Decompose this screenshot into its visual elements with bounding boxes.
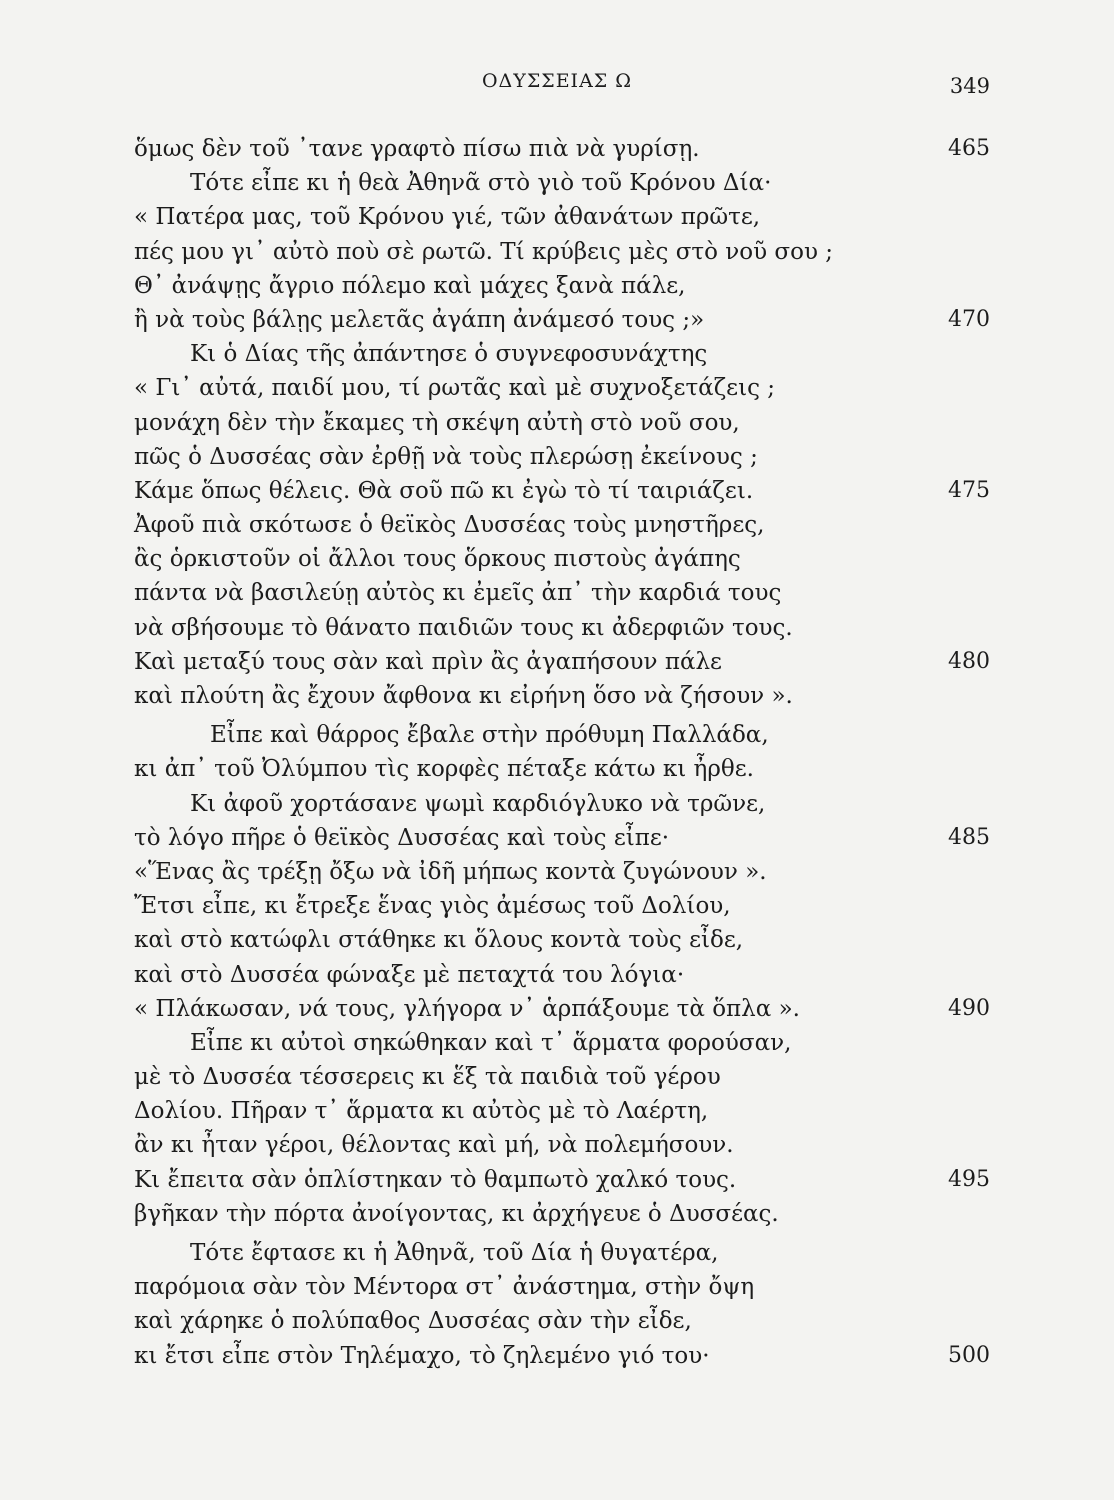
verse-text: ἢ νὰ τοὺς βάλῃς μελετᾶς ἀγάπη ἀνάμεσό τους ;»: [134, 306, 705, 333]
verse-line: [134, 1270, 990, 1304]
line-number: 495: [948, 1166, 990, 1192]
line-number: 465: [948, 136, 990, 161]
verse-line: [134, 787, 990, 821]
verse-line: [134, 958, 990, 992]
verse-line: [134, 821, 990, 855]
verse-line: [134, 1026, 990, 1060]
verse-text: Κι ὁ Δίας τῆς ἀπάντησε ὁ συγνεφοσυνάχτης: [190, 341, 708, 368]
verse-text: Εἶπε καὶ θάρρος ἔβαλε στὴν πρόθυμη Παλλάδα,: [210, 722, 769, 749]
verse-text: μὲ τὸ Δυσσέα τέσσερεις κι ἕξ τὰ παιδιὰ τοῦ γέρου: [134, 1064, 721, 1091]
verse-text: « Πατέρα μας, τοῦ Κρόνου γιέ, τῶν ἀθανάτων πρῶτε,: [134, 204, 761, 231]
line-number: 480: [948, 648, 990, 674]
verse-text: ἂς ὁρκιστοῦν οἱ ἄλλοι τους ὅρκους πιστοὺς ἀγάπης: [134, 546, 741, 573]
verse-line: [134, 889, 990, 923]
line-number: 485: [948, 824, 990, 850]
verse-text: « Πλάκωσαν, νά τους, γλήγορα ν᾿ ἁρπάξουμε τὰ ὅπλα ».: [134, 995, 800, 1022]
verse-text: « Γι᾿ αὐτά, παιδί μου, τί ρωτᾶς καὶ μὲ συχνοξετάζεις ;: [134, 375, 776, 402]
verse-line: [134, 166, 990, 200]
verse-line: [134, 611, 990, 645]
verse-line: [134, 269, 990, 303]
verse-line: [134, 923, 990, 957]
verse-text: βγῆκαν τὴν πόρτα ἀνοίγοντας, κι ἀρχήγευε ὁ Δυσσέας.: [134, 1200, 779, 1227]
verse-text: «Ἕνας ἂς τρέξῃ ὄξω νὰ ἰδῆ μήπως κοντὰ ζυγώνουν ».: [134, 858, 767, 885]
verse-text: νὰ σβήσουμε τὸ θάνατο παιδιῶν τους κι ἀδερφιῶν τους.: [134, 614, 793, 641]
verse-line: [134, 992, 990, 1026]
verse-text: Θ᾿ ἀνάψῃς ἄγριο πόλεμο καὶ μάχες ξανὰ πάλε,: [134, 272, 686, 299]
verse-line: [134, 200, 990, 234]
verse-line: [134, 752, 990, 786]
verse-line: [134, 679, 990, 713]
verse-block: [134, 132, 990, 1373]
verse-text: μονάχη δὲν τὴν ἔκαμες τὴ σκέψη αὐτὴ στὸ νοῦ σου,: [134, 409, 740, 436]
verse-text: Ἀφοῦ πιὰ σκότωσε ὁ θεϊκὸς Δυσσέας τοὺς μνηστῆρες,: [134, 512, 765, 539]
verse-line: [134, 645, 990, 679]
verse-text: Κι ἀφοῦ χορτάσανε ψωμὶ καρδιόγλυκο νὰ τρῶνε,: [190, 790, 766, 817]
verse-line: [134, 235, 990, 269]
verse-text: ὅμως δὲν τοῦ ᾿τανε γραφτὸ πίσω πιὰ νὰ γυρίσῃ.: [134, 136, 700, 162]
verse-line: [134, 1163, 990, 1197]
verse-line: [134, 440, 990, 474]
verse-text: καὶ πλούτη ἂς ἔχουν ἄφθονα κι εἰρήνη ὅσο νὰ ζήσουν ».: [134, 683, 793, 709]
verse-line: [134, 132, 990, 166]
verse-line: [134, 855, 990, 889]
running-title: ΟΔΥΣΣΕΙΑΣ Ω: [481, 70, 633, 92]
page-number: 349: [949, 74, 990, 98]
verse-text: τὸ λόγο πῆρε ὁ θεϊκὸς Δυσσέας καὶ τοὺς εἶπε·: [134, 824, 670, 851]
verse-line: [134, 1339, 990, 1373]
verse-text: καὶ στὸ Δυσσέα φώναξε μὲ πεταχτά του λόγια·: [134, 961, 685, 988]
line-number: 475: [948, 477, 990, 503]
verse-line: [134, 337, 990, 371]
verse-line: [134, 718, 990, 752]
verse-line: [134, 406, 990, 440]
verse-line: [134, 542, 990, 576]
verse-line: [134, 303, 990, 337]
verse-text: Τότε εἶπε κι ἡ θεὰ Ἀθηνᾶ στὸ γιὸ τοῦ Κρόνου Δία·: [190, 170, 772, 197]
verse-text: καὶ χάρηκε ὁ πολύπαθος Δυσσέας σὰν τὴν εἶδε,: [134, 1308, 692, 1335]
verse-line: [134, 576, 990, 610]
verse-line: [134, 371, 990, 405]
verse-text: Κάμε ὅπως θέλεις. Θὰ σοῦ πῶ κι ἐγὼ τὸ τί ταιριάζει.: [134, 477, 754, 504]
line-number: 470: [948, 306, 990, 332]
verse-text: κι ἀπ᾿ τοῦ Ὀλύμπου τὶς κορφὲς πέταξε κάτω κι ἦρθε.: [134, 756, 754, 783]
verse-text: Δολίου. Πῆραν τ᾿ ἅρματα κι αὐτὸς μὲ τὸ Λαέρτη,: [134, 1098, 709, 1125]
verse-text: καὶ στὸ κατώφλι στάθηκε κι ὅλους κοντὰ τοὺς εἶδε,: [134, 927, 744, 954]
verse-text: πῶς ὁ Δυσσέας σὰν ἐρθῇ νὰ τοὺς πλερώσῃ ἐκείνους ;: [134, 443, 758, 470]
verse-line: [134, 1128, 990, 1162]
verse-line: [134, 1060, 990, 1094]
verse-line: [134, 1094, 990, 1128]
line-number: 500: [948, 1342, 990, 1368]
verse-line: [134, 1197, 990, 1231]
verse-text: παρόμοια σὰν τὸν Μέντορα στ᾿ ἀνάστημα, στὴν ὄψη: [134, 1274, 755, 1301]
verse-line: [134, 474, 990, 508]
verse-text: Ἔτσι εἶπε, κι ἔτρεξε ἕνας γιὸς ἀμέσως τοῦ Δολίου,: [134, 893, 731, 920]
verse-line: [134, 1304, 990, 1338]
verse-text: Κι ἔπειτα σὰν ὁπλίστηκαν τὸ θαμπωτὸ χαλκό τους.: [134, 1166, 737, 1193]
verse-text: κι ἔτσι εἶπε στὸν Τηλέμαχο, τὸ ζηλεμένο γιό του·: [134, 1342, 710, 1369]
verse-line: [134, 1236, 990, 1270]
verse-text: ἂν κι ἦταν γέροι, θέλοντας καὶ μή, νὰ πολεμήσουν.: [134, 1132, 734, 1159]
verse-line: [134, 508, 990, 542]
verse-text: Τότε ἔφτασε κι ἡ Ἀθηνᾶ, τοῦ Δία ἡ θυγατέρα,: [190, 1240, 719, 1266]
verse-text: Καὶ μεταξύ τους σὰν καὶ πρὶν ἂς ἀγαπήσουν πάλε: [134, 648, 722, 675]
verse-text: πάντα νὰ βασιλεύῃ αὐτὸς κι ἐμεῖς ἀπ᾿ τὴν καρδιά τους: [134, 580, 782, 607]
line-number: 490: [948, 995, 990, 1021]
verse-text: Εἶπε κι αὐτοὶ σηκώθηκαν καὶ τ᾿ ἅρματα φορούσαν,: [190, 1029, 792, 1056]
verse-text: πές μου γι᾿ αὐτὸ ποὺ σὲ ρωτῶ. Τί κρύβεις μὲς στὸ νοῦ σου ;: [134, 238, 834, 265]
